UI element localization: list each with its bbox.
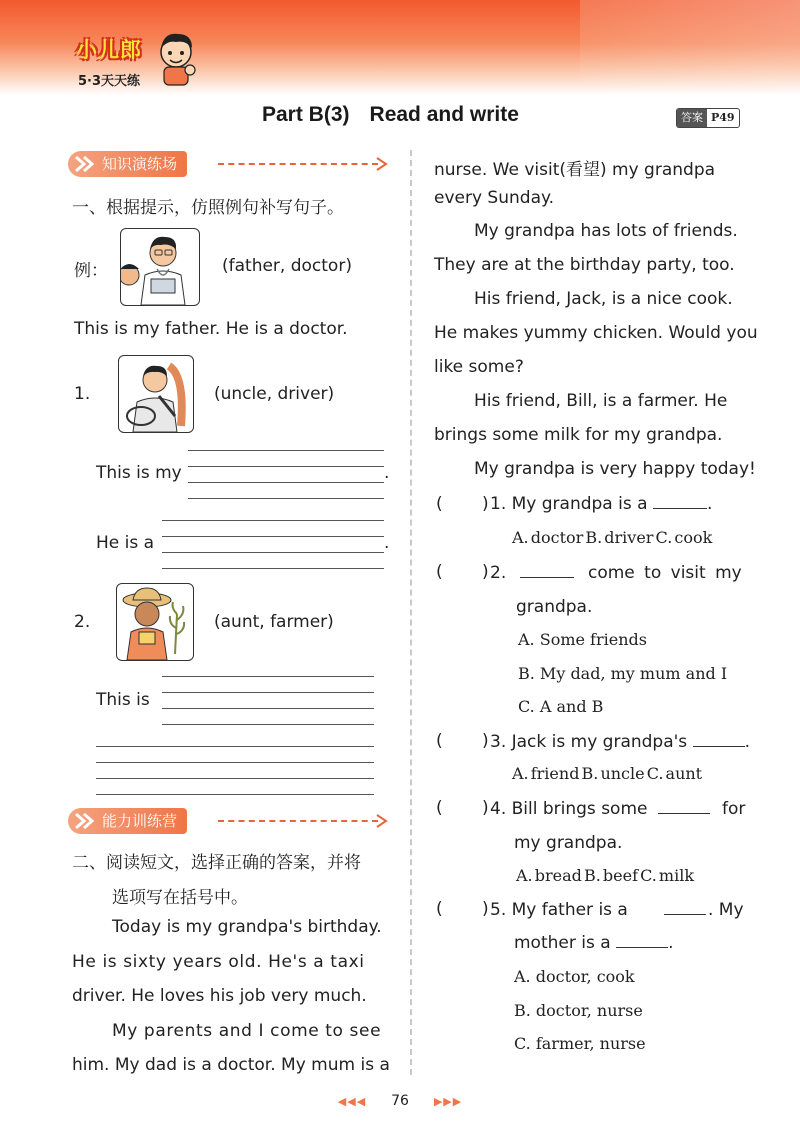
column-divider [410, 150, 412, 1075]
item-1-period-2: . [384, 533, 390, 553]
question-1-text: 1. My grandpa is a . [490, 494, 713, 514]
answer-paren-open[interactable]: ( [436, 494, 443, 514]
writing-line [162, 520, 384, 521]
question-4-text-3: my grandpa. [514, 833, 623, 853]
passage-line: him. My dad is a doctor. My mum is a [72, 1055, 390, 1075]
writing-line [162, 568, 384, 569]
passage-line: My grandpa has lots of friends. [474, 221, 738, 241]
page-number [0, 1093, 800, 1109]
banner-label: 能力训练营 [68, 808, 187, 834]
doctor-illustration-icon [121, 229, 199, 305]
left-arrows-icon: ◀◀◀ [337, 1095, 367, 1108]
example-sentence: This is my father. He is a doctor. [74, 319, 348, 339]
answer-paren-open[interactable]: ( [436, 731, 443, 751]
question-2-text: 2. [490, 563, 507, 583]
answer-paren-close: ) [482, 562, 489, 582]
arrow-head-icon [376, 157, 388, 171]
answer-paren-close: ) [482, 798, 489, 818]
writing-line[interactable] [162, 552, 384, 553]
section-banner-practice [68, 151, 388, 179]
question-4-blank-wrap [658, 799, 710, 819]
driver-illustration-icon [119, 356, 193, 432]
question-2-title-line-1: 二、阅读短文，选择正确的答案，并将 [72, 853, 361, 873]
answer-paren-open[interactable]: ( [436, 899, 443, 919]
question-5-option-c: C. farmer, nurse [514, 1034, 646, 1053]
answer-blank[interactable] [664, 900, 706, 915]
answer-reference-tag [676, 108, 740, 128]
double-arrow-icon [74, 812, 98, 830]
answer-paren-open[interactable]: ( [436, 798, 443, 818]
question-4-text: 4. Bill brings some [490, 799, 648, 819]
driver-picture [118, 355, 194, 433]
writing-line [162, 536, 384, 537]
item-1-sentence-1: This is my [96, 463, 182, 483]
question-5-option-a: A. doctor, cook [514, 967, 635, 986]
question-2-text-2: come to visit my [588, 563, 742, 583]
question-5-text-2: . My [708, 900, 744, 920]
farmer-picture [116, 583, 194, 661]
right-arrows-icon: ▶▶▶ [433, 1095, 463, 1108]
question-2-title-line-2: 选项写在括号中。 [112, 888, 248, 908]
question-5-text-3: mother is a . [514, 933, 674, 953]
item-2-number: 2. [74, 612, 91, 632]
arrow-head-icon [376, 814, 388, 828]
answer-blank[interactable] [653, 494, 707, 509]
boy-mascot-icon [154, 30, 198, 88]
doctor-picture [120, 228, 200, 306]
question-2-option-b: B. My dad, my mum and I [518, 664, 728, 683]
answer-blank[interactable] [693, 732, 745, 747]
writing-line [188, 450, 384, 451]
answer-paren-close: ) [482, 899, 489, 919]
answer-label: 答案 [677, 109, 707, 127]
question-4-options: A. bread B. beef C. milk [516, 866, 695, 885]
example-label: 例： [74, 261, 108, 281]
logo-title: 小儿郎 [76, 38, 142, 62]
question-5-option-b: B. doctor, nurse [514, 1001, 643, 1020]
item-2-sentence-1: This is [96, 690, 150, 710]
passage-line: nurse. We visit(看望) my grandpa [434, 160, 716, 180]
question-1-options: A. doctor B. driver C. cook [512, 528, 713, 547]
brand-logo [62, 28, 202, 90]
passage-line: They are at the birthday party, too. [434, 255, 735, 275]
item-1-number: 1. [74, 384, 91, 404]
item-1-sentence-2: He is a [96, 533, 155, 553]
item-2-hint: (aunt, farmer) [214, 612, 334, 632]
banner-label: 知识演练场 [68, 151, 187, 177]
writing-line[interactable] [96, 778, 374, 779]
answer-paren-close: ) [482, 494, 489, 514]
passage-line: His friend, Jack, is a nice cook. [474, 289, 733, 309]
question-3-text: 3. Jack is my grandpa's . [490, 732, 750, 752]
page-title [262, 103, 519, 127]
question-2-option-a: A. Some friends [518, 630, 647, 649]
question-5-blank-wrap [664, 900, 706, 920]
passage-line: His friend, Bill, is a farmer. He [474, 391, 728, 411]
question-2-option-c: C. A and B [518, 697, 604, 716]
question-2-text-3: grandpa. [516, 597, 593, 617]
farmer-illustration-icon [117, 584, 193, 660]
item-1-hint: (uncle, driver) [214, 384, 335, 404]
writing-line [162, 724, 374, 725]
answer-blank[interactable] [520, 563, 574, 578]
item-1-period-1: . [384, 463, 390, 483]
passage-line: driver. He loves his job very much. [72, 986, 367, 1006]
passage-line: My grandpa is very happy today! [474, 459, 756, 479]
title-main: Read and write [369, 103, 519, 126]
question-5-text: 5. My father is a [490, 900, 628, 920]
passage-line: like some? [434, 357, 524, 377]
writing-line [96, 794, 374, 795]
question-2-blank-wrap [520, 563, 574, 583]
writing-line [96, 762, 374, 763]
section-banner-ability [68, 808, 388, 836]
passage-line: brings some milk for my grandpa. [434, 425, 723, 445]
question-1-title: 一、根据提示，仿照例句补写句子。 [72, 198, 344, 218]
passage-line: My parents and I come to see [112, 1021, 382, 1041]
answer-paren-close: ) [482, 731, 489, 751]
answer-blank[interactable] [616, 933, 668, 948]
passage-line: He makes yummy chicken. Would you [434, 323, 758, 343]
double-arrow-icon [74, 155, 98, 173]
writing-line [96, 746, 374, 747]
answer-paren-open[interactable]: ( [436, 562, 443, 582]
example-hint: (father, doctor) [222, 256, 352, 276]
passage-line: every Sunday. [434, 188, 555, 208]
writing-line [162, 692, 374, 693]
title-part: Part B(3) [262, 103, 350, 126]
answer-page: P49 [711, 111, 735, 124]
logo-subtitle: 5·3天天练 [78, 74, 141, 89]
answer-blank[interactable] [658, 799, 710, 814]
writing-line[interactable] [162, 708, 374, 709]
writing-line [188, 498, 384, 499]
writing-line [188, 466, 384, 467]
question-4-text-2: for [722, 799, 746, 819]
question-3-options: A. friend B. uncle C. aunt [512, 764, 703, 783]
writing-line[interactable] [188, 482, 384, 483]
passage-line: Today is my grandpa's birthday. [112, 917, 382, 937]
page-number-value: 76 [391, 1093, 409, 1109]
writing-line [162, 676, 374, 677]
passage-line: He is sixty years old. He's a taxi [72, 952, 365, 972]
